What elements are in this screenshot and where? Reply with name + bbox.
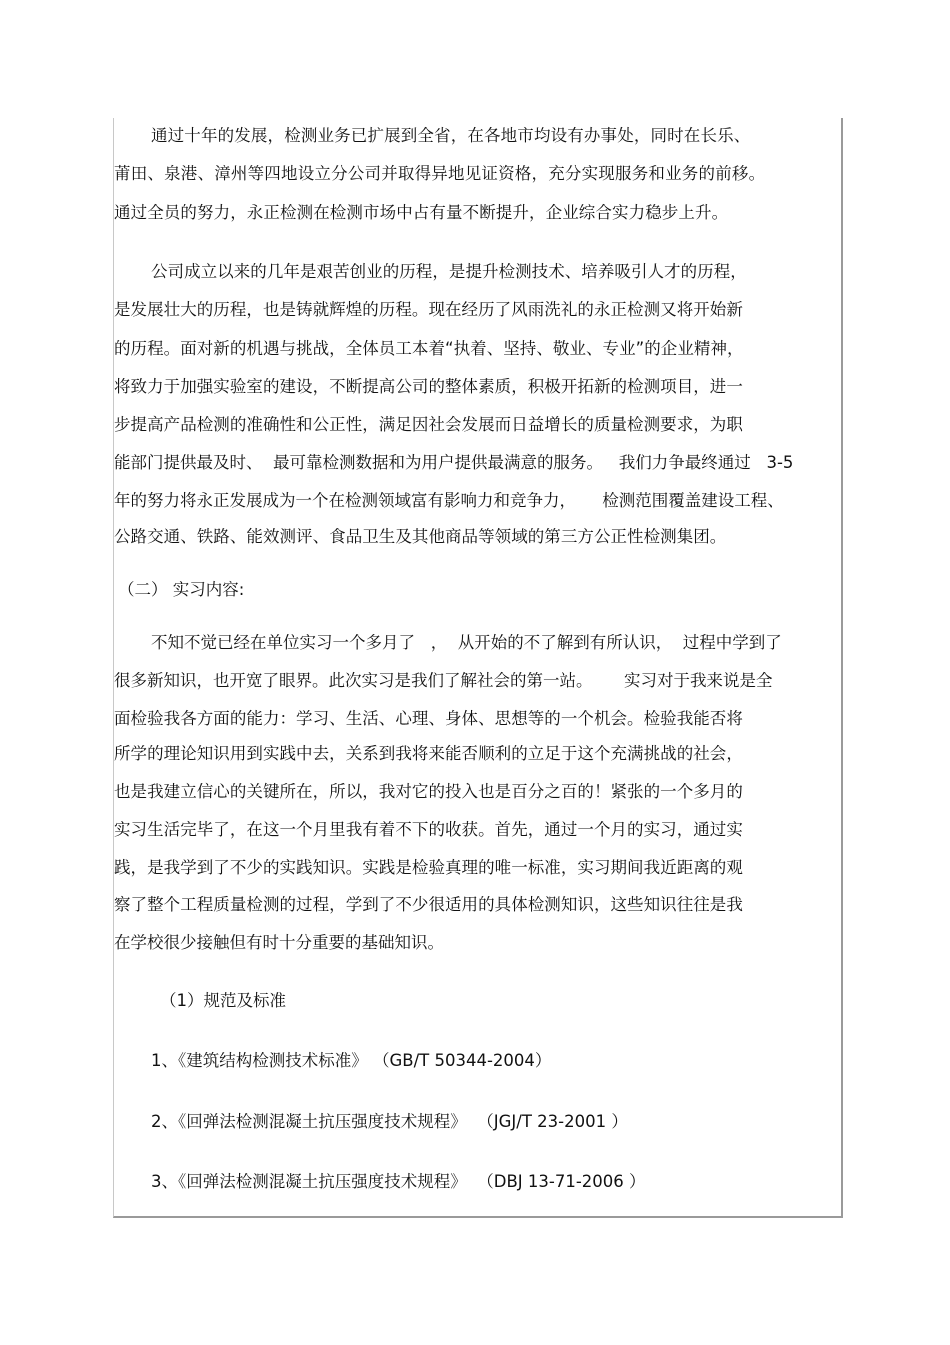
paragraph-3-line-4: 所学的理论知识用到实践中去，关系到我将来能否顺利的立足于这个充满挑战的社会， [114,744,743,763]
paragraph-3-line-7: 践，是我学到了不少的实践知识。实践是检验真理的唯一标准，实习期间我近距离的观 [114,858,743,877]
paragraph-3-line-5: 也是我建立信心的关键所在，所以，我对它的投入也是百分之百的！紧张的一个多月的 [114,782,743,801]
paragraph-1-line-1: 通过十年的发展，检测业务已扩展到全省，在各地市均设有办事处，同时在长乐、 [151,126,751,145]
paragraph-3-line-2: 很多新知识，也开宽了眼界。此次实习是我们了解社会的第一站。 实习对于我来说是全 [114,671,773,690]
standard-item-3: 3、《回弹法检测混凝土抗压强度技术规程》 （DBJ 13-71-2006 ） [151,1172,646,1191]
paragraph-1-line-3: 通过全员的努力，永正检测在检测市场中占有量不断提升，企业综合实力稳步上升。 [114,203,729,222]
paragraph-2-line-7: 年的努力将永正发展成为一个在检测领域富有影响力和竞争力， 检测范围覆盖建设工程、 [114,491,784,510]
standard-item-1: 1、《建筑结构检测技术标准》 （GB/T 50344-2004） [151,1051,552,1070]
paragraph-1-line-2: 莆田、泉港、漳州等四地设立分公司并取得异地见证资格，充分实现服务和业务的前移。 [114,164,766,183]
paragraph-3-line-8: 察了整个工程质量检测的过程，学到了不少很适用的具体检测知识，这些知识往往是我 [114,895,743,914]
section-heading-internship: （二） 实习内容: [118,580,245,599]
paragraph-2-line-6: 能部门提供最及时、 最可靠检测数据和为用户提供最满意的服务。 我们力争最终通过 3-5 [114,453,794,472]
paragraph-2-line-3: 的历程。面对新的机遇与挑战，全体员工本着“执着、坚持、敬业、专业”的企业精神， [114,339,744,358]
paragraph-2-line-8: 公路交通、铁路、能效测评、食品卫生及其他商品等领域的第三方公正性检测集团。 [114,527,727,546]
standard-item-2: 2、《回弹法检测混凝土抗压强度技术规程》 （JGJ/T 23-2001 ） [151,1112,628,1131]
paragraph-3-line-3: 面检验我各方面的能力：学习、生活、心理、身体、思想等的一个机会。检验我能否将 [114,709,743,728]
subheading-standards: （1）规范及标准 [160,991,286,1010]
paragraph-2-line-1: 公司成立以来的几年是艰苦创业的历程，是提升检测技术、培养吸引人才的历程， [151,262,747,281]
paragraph-3-line-9: 在学校很少接触但有时十分重要的基础知识。 [114,933,444,952]
paragraph-2-line-5: 步提高产品检测的准确性和公正性，满足因社会发展而日益增长的质量检测要求，为职 [114,415,743,434]
paragraph-2-line-2: 是发展壮大的历程，也是铸就辉煌的历程。现在经历了风雨洗礼的永正检测又将开始新 [114,300,743,319]
paragraph-2-line-4: 将致力于加强实验室的建设，不断提高公司的整体素质，积极开拓新的检测项目，进一 [114,377,743,396]
paragraph-3-line-1: 不知不觉已经在单位实习一个多月了 ， 从开始的不了解到有所认识， 过程中学到了 [151,633,782,652]
paragraph-3-line-6: 实习生活完毕了，在这一个月里我有着不下的收获。首先，通过一个月的实习，通过实 [114,820,743,839]
